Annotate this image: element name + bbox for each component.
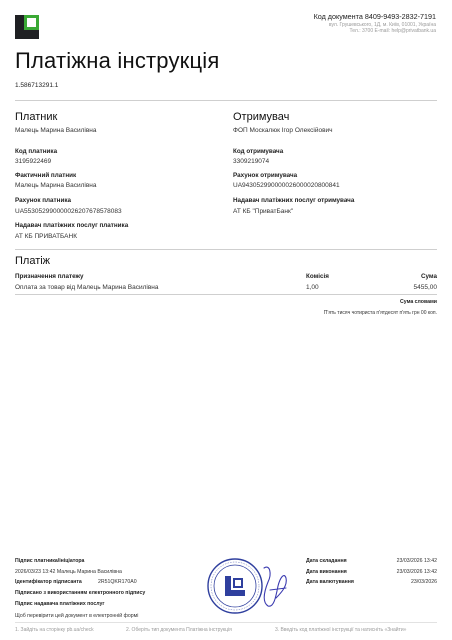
e-signature-note: Підписано з використанням електронного підпису [15,590,146,596]
verify-step-2: 2. Оберіть тип документа Платіжна інструкція [126,627,232,633]
payer-signature-value: 2026/03/23 13:42 Малець Марина Василівна [15,569,122,575]
privatbank-logo [15,15,39,39]
document-code: Код документа 8409-9493-2832-7191 [313,12,436,21]
divider [15,249,437,250]
payer-heading: Платник [15,111,58,123]
created-date-label: Дата складання [306,558,347,564]
value-date: 23/03/2026 [411,579,437,585]
amount-words-label: Сума словами [400,299,437,305]
payer-account-label: Рахунок платника [15,197,71,204]
bank-address [329,22,436,34]
recipient-heading: Отримувач [233,111,290,123]
payment-heading: Платіж [15,255,51,267]
payment-purpose: Оплата за товар від Малець Марина Василівна [15,284,159,291]
purpose-label: Призначення платежу [15,273,84,280]
created-date: 23/03/2026 13:42 [396,558,437,564]
page-title: Платіжна інструкція [15,48,220,73]
executed-date: 23/03/2026 13:42 [396,569,437,575]
amount-words: П'ять тисяч чотириста п'ятдесят п'ять грн 00 коп. [323,310,437,316]
signer-id: 2R51QKR170A0 [98,579,137,585]
recipient-name: ФОП Москалюк Ігор Олексійович [233,127,333,134]
actual-payer-label: Фактичний платник [15,172,77,179]
provider-signature-label: Підпис надавача платіжних послуг [15,601,105,607]
amount-label: Сума [420,273,437,280]
divider [15,294,437,295]
contacts-line: Тел.: 3700 E-mail: help@privatbank.ua [349,28,436,35]
commission-value: 1,00 [306,284,319,291]
verify-note: Щоб перевірити цей документ в електронній формі [15,613,139,619]
footer-divider [15,622,437,623]
instruction-number: 1.586713291.1 [15,82,59,89]
value-date-label: Дата валютування [306,579,354,585]
verify-step-3: 3. Введіть код платіжної інструкції та натисніть «Знайти» [275,627,407,633]
handwritten-signature [256,560,296,610]
signer-id-label: Ідентифікатор підписанта [15,579,82,585]
amount-value: 5455,00 [413,284,437,291]
recipient-account: UA943052990000026000020800841 [233,182,340,189]
payer-code: 3195922469 [15,158,52,165]
recipient-provider: АТ КБ "ПриватБанк" [233,208,294,215]
recipient-code: 3309219074 [233,158,270,165]
payer-provider-label: Надавач платіжних послуг платника [15,222,129,229]
divider [15,100,437,101]
recipient-code-label: Код отримувача [233,148,284,155]
verify-step-1: 1. Зайдіть на сторінку pb.ua/check [15,627,94,633]
recipient-account-label: Рахунок отримувача [233,172,298,179]
payer-signature-label: Підпис платника/ініціатора [15,558,85,564]
recipient-provider-label: Надавач платіжних послуг отримувача [233,197,355,204]
actual-payer: Малець Марина Василівна [15,182,97,189]
payer-provider: АТ КБ ПРИВАТБАНК [15,233,77,240]
payer-code-label: Код платника [15,148,58,155]
payer-name: Малець Марина Василівна [15,127,97,134]
commission-label: Комісія [306,273,329,280]
payer-account: UA553052990000026207678578083 [15,208,122,215]
executed-date-label: Дата виконання [306,569,347,575]
address-line: вул. Грушевського, 1Д, м. Київ, 01001, Україна [328,22,436,28]
